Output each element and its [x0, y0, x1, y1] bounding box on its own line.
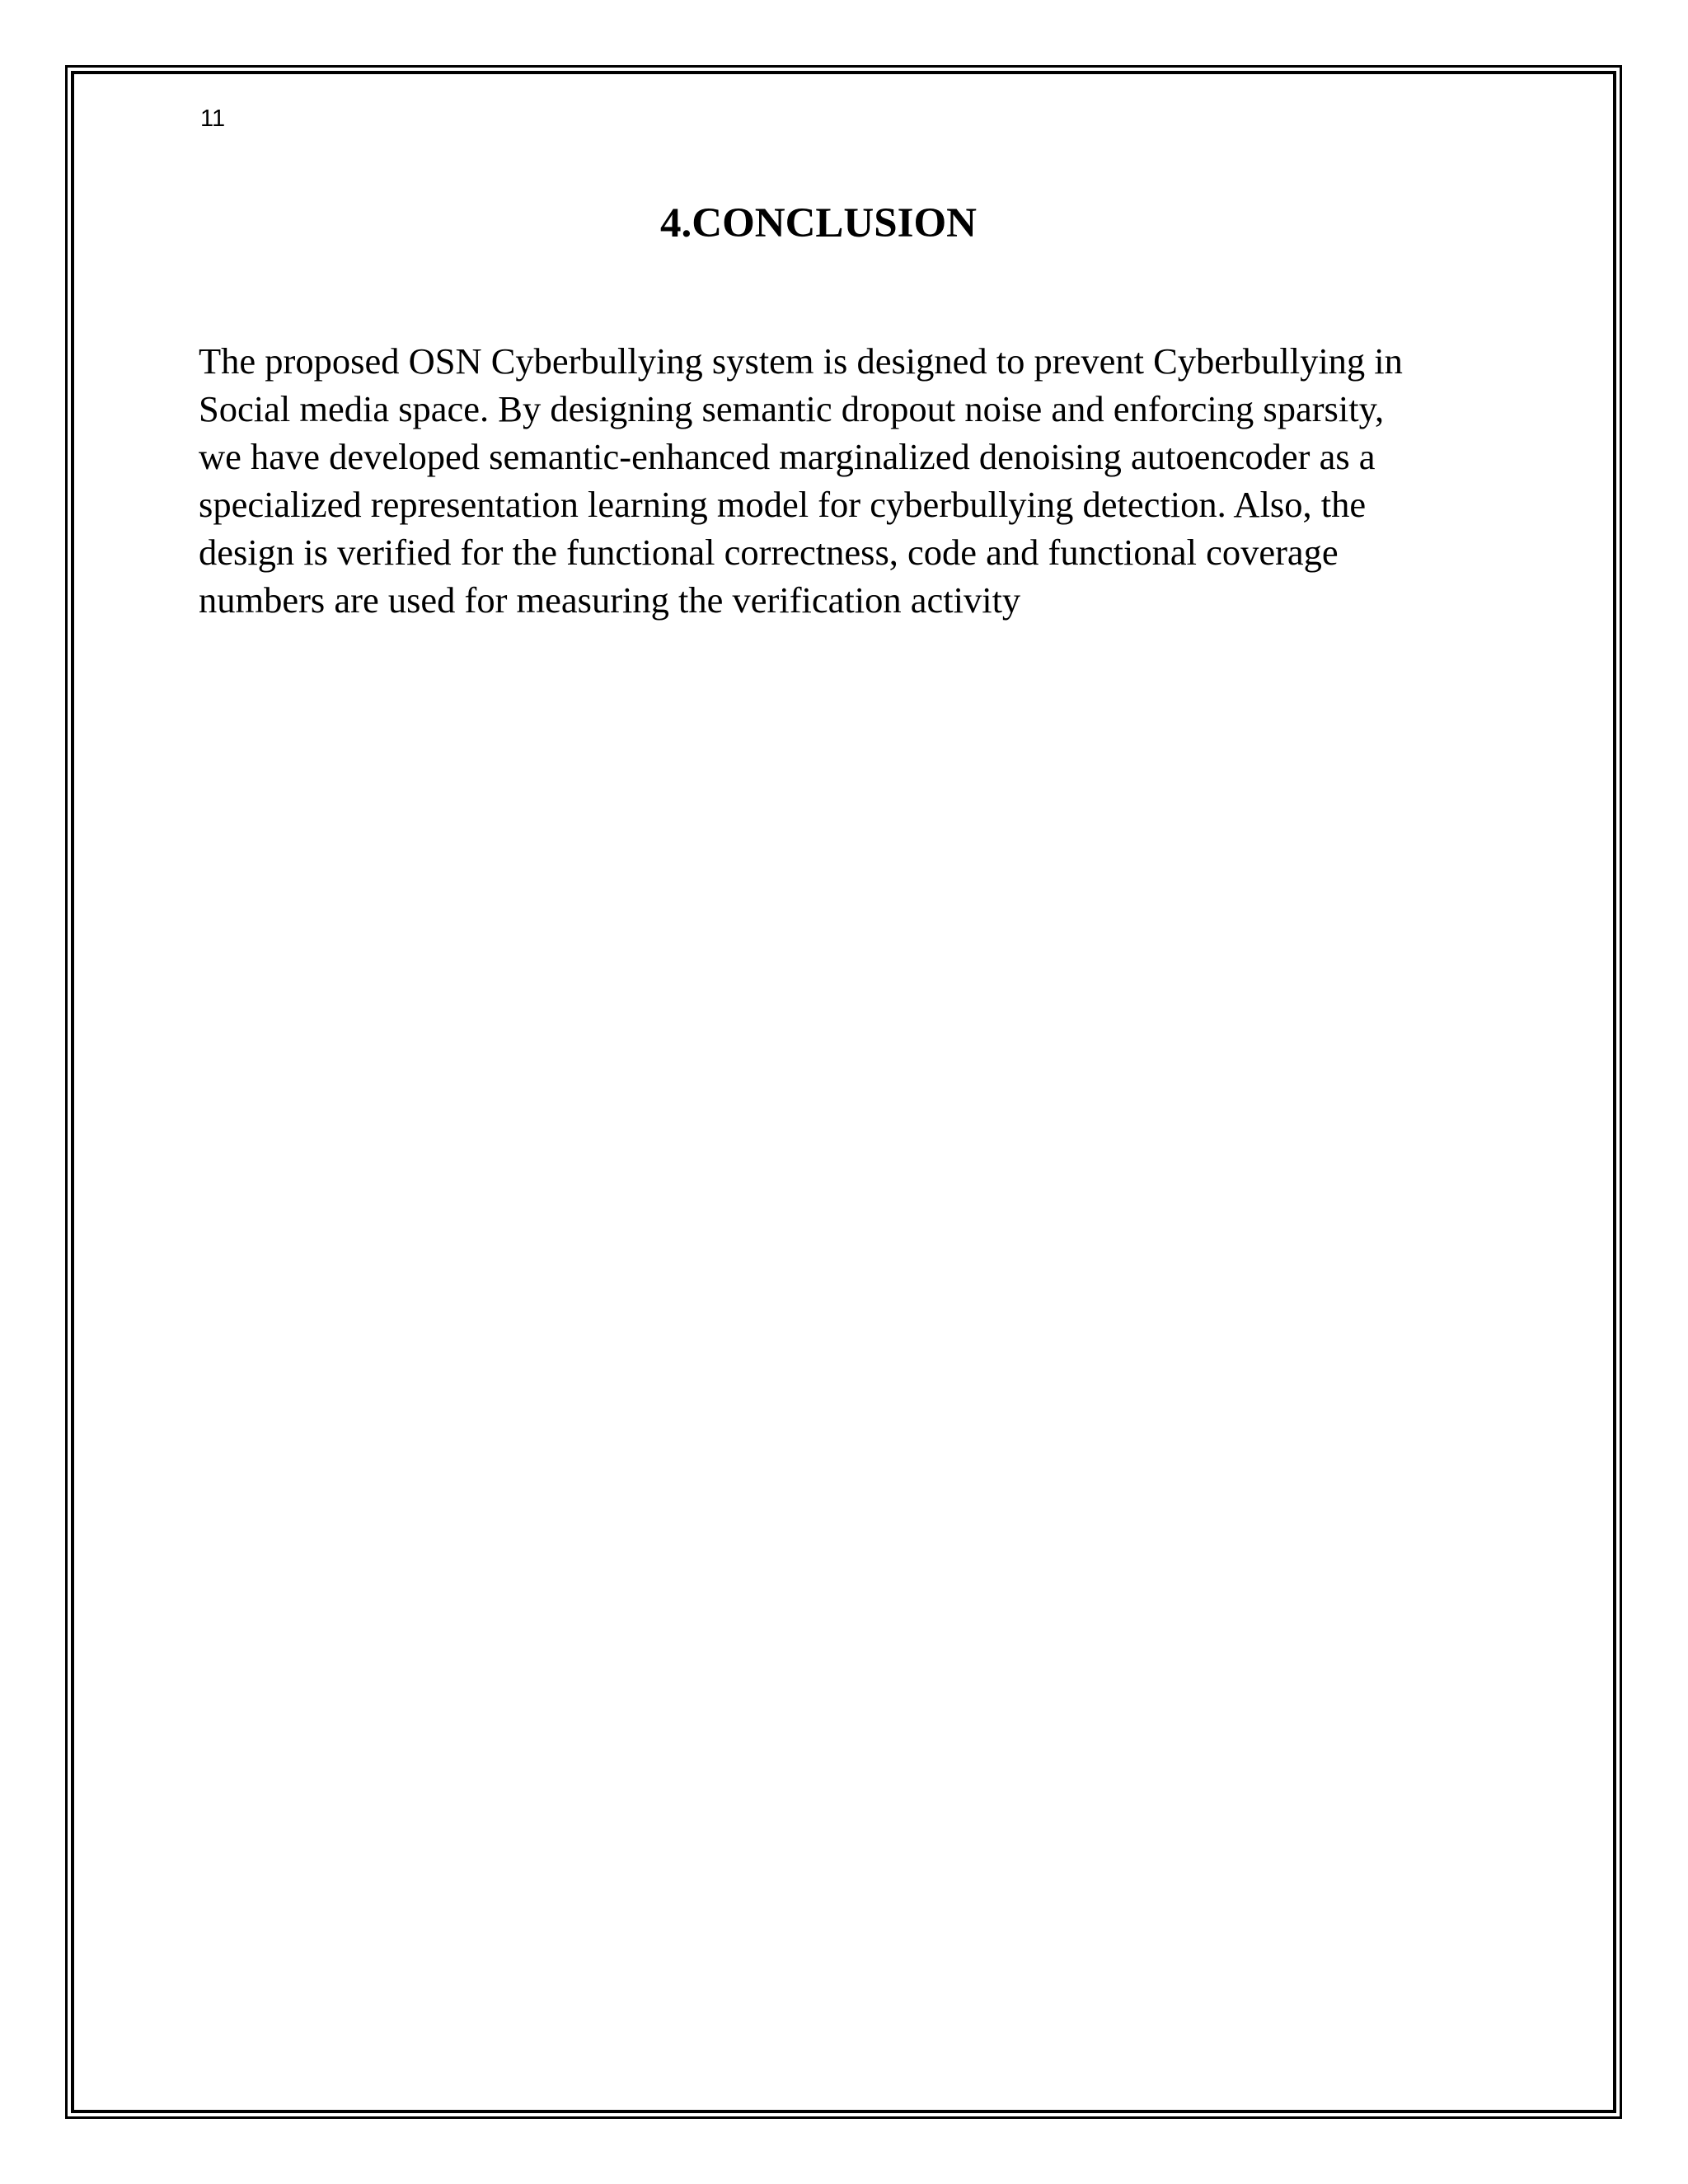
section-heading: 4.CONCLUSION — [660, 200, 977, 246]
paragraph-line: specialized representation learning model for cyberbullying detection. Also, the — [199, 484, 1367, 525]
paragraph-line: we have developed semantic-enhanced marginalized denoising autoencoder as a — [199, 436, 1376, 477]
paragraph-line: The proposed OSN Cyberbullying system is designed to prevent Cyberbullying in — [199, 340, 1403, 382]
paragraph-line: Social media space. By designing semantic dropout noise and enforcing sparsity, — [199, 388, 1385, 429]
paragraph-line: design is verified for the functional correctness, code and functional coverage — [199, 532, 1339, 573]
page-number: 11 — [200, 105, 226, 132]
conclusion-paragraph — [199, 337, 1517, 624]
paragraph-line: numbers are used for measuring the verification activity — [199, 579, 1021, 621]
